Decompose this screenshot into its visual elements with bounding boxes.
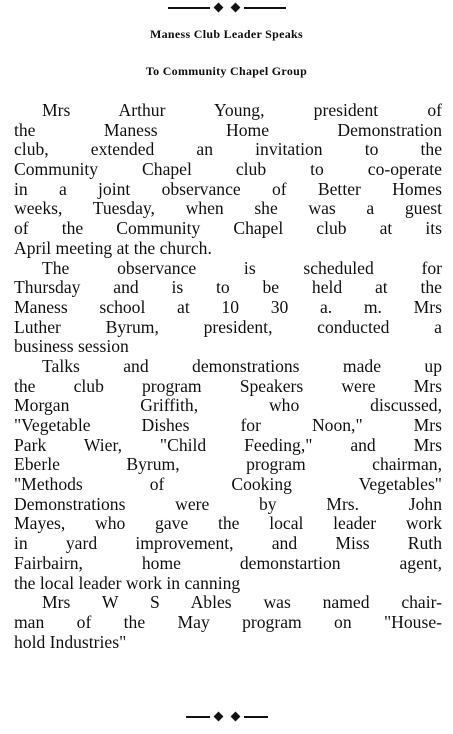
body-line: the club program Speakers were Mrs xyxy=(14,375,442,396)
headline-line-2: To Community Chapel Group xyxy=(145,64,308,78)
body-line: in a joint observance of Better Homes xyxy=(14,178,442,199)
body-line: business session xyxy=(14,336,129,357)
rule-diamond xyxy=(230,712,240,722)
rule-diamond xyxy=(213,712,223,722)
body-line: in yard improvement, and Miss Ruth xyxy=(14,533,442,554)
article-headline xyxy=(0,16,453,90)
body-line: Maness school at 10 30 a. m. Mrs xyxy=(14,296,442,317)
body-line: "Methods of Cooking Vegetables" xyxy=(14,474,442,495)
body-line: Demonstrations were by Mrs. John xyxy=(14,493,442,514)
body-line: of the Community Chapel club at its xyxy=(14,218,442,239)
rule-diamond xyxy=(230,3,240,13)
body-line: Thursday and is to be held at the xyxy=(14,277,442,298)
body-line: The observance is scheduled for xyxy=(42,257,442,278)
body-line: Park Wier, "Child Feeding," and Mrs xyxy=(14,434,442,455)
body-line: Community Chapel club to co-operate xyxy=(14,159,442,180)
rule-line xyxy=(244,716,268,718)
rule-line xyxy=(244,7,286,9)
body-line: hold Industries" xyxy=(14,631,127,652)
body-line: Fairbairn, home demonstartion agent, xyxy=(14,552,442,573)
body-line: weeks, Tuesday, when she was a guest xyxy=(14,198,442,219)
body-line: Morgan Griffith, who discussed, xyxy=(14,395,442,416)
body-line: Eberle Byrum, program chairman, xyxy=(14,454,442,475)
rule-line xyxy=(168,7,210,9)
body-line: the Maness Home Demonstration xyxy=(14,119,442,140)
headline-line-1: Maness Club Leader Speaks xyxy=(150,27,303,41)
body-line: Mrs Arthur Young, president of xyxy=(42,100,442,120)
top-ornament-rule xyxy=(168,4,286,11)
bottom-ornament-rule xyxy=(186,713,268,720)
rule-line xyxy=(186,716,210,718)
rule-diamond xyxy=(213,3,223,13)
body-line: Mrs W S Ables was named chair- xyxy=(42,592,442,613)
body-line: man of the May program on "House- xyxy=(14,611,442,632)
body-line: Luther Byrum, president, conducted a xyxy=(14,316,442,337)
body-line: Mayes, who gave the local leader work xyxy=(14,513,442,534)
body-line: club, extended an invitation to the xyxy=(14,139,442,160)
article-body xyxy=(14,101,442,652)
body-line: April meeting at the church. xyxy=(14,237,212,258)
body-line: Talks and demonstrations made up xyxy=(42,355,442,376)
body-line: the local leader work in canning xyxy=(14,572,241,593)
body-line: "Vegetable Dishes for Noon," Mrs xyxy=(14,415,442,435)
